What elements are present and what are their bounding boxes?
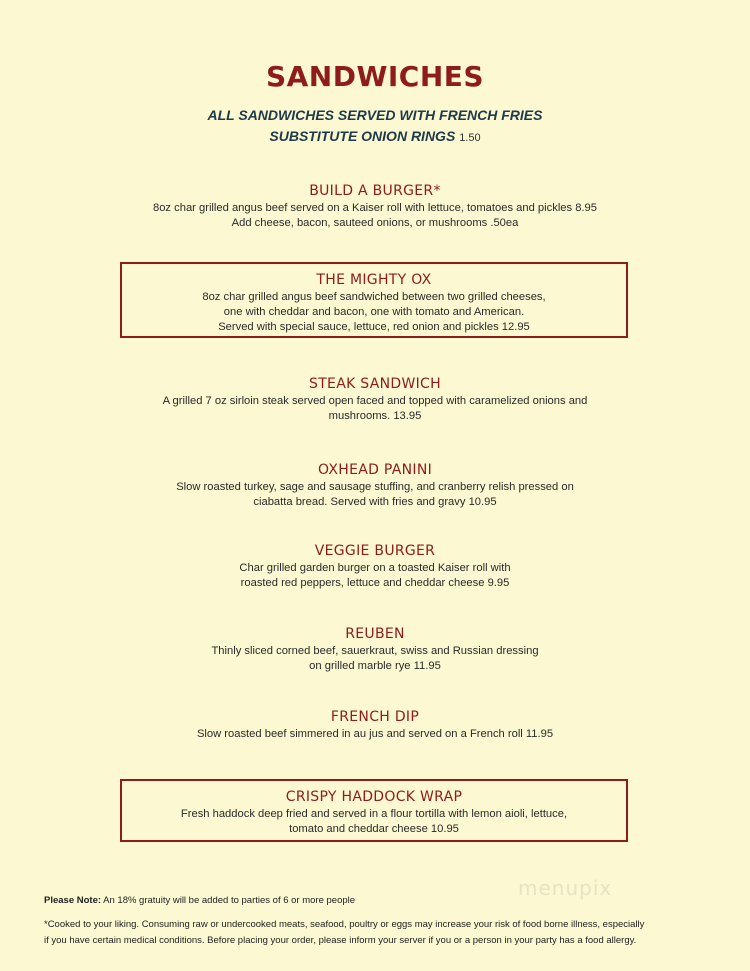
- menu-item-build-a-burger: [0, 183, 750, 231]
- menu-item-name: THE MIGHTY OX: [316, 272, 432, 288]
- menu-item-name: VEGGIE BURGER: [314, 543, 436, 559]
- menu-item-crispy-haddock-wrap: [120, 779, 628, 842]
- desc-line: A grilled 7 oz sirloin steak served open faced and topped with caramelized onions and: [162, 395, 588, 407]
- menu-item-reuben: [0, 626, 750, 674]
- desc-line: mushrooms. 13.95: [328, 410, 422, 422]
- menu-item-veggie-burger: [0, 543, 750, 591]
- menu-item-name: OXHEAD PANINI: [317, 462, 433, 478]
- menu-item-description: [122, 290, 626, 335]
- subtitle-fries: ALL SANDWICHES SERVED WITH FRENCH FRIES: [207, 107, 543, 123]
- desc-line: Char grilled garden burger on a toasted Kaiser roll with: [239, 562, 511, 574]
- menu-item-description: [0, 201, 750, 231]
- watermark-logo: menupix: [518, 876, 613, 900]
- menu-item-description: [0, 561, 750, 591]
- desc-line: Slow roasted beef simmered in au jus and served on a French roll 11.95: [196, 728, 554, 740]
- desc-line: one with cheddar and bacon, one with tomato and American.: [223, 306, 525, 318]
- menu-item-name: REUBEN: [345, 626, 405, 642]
- desc-line: Add cheese, bacon, sauteed onions, or mushrooms .50ea: [231, 217, 519, 229]
- subtitle-onion-rings-price: 1.50: [459, 132, 481, 144]
- desc-line: Slow roasted turkey, sage and sausage stuffing, and cranberry relish pressed on: [176, 481, 574, 493]
- disclaimer-line: if you have certain medical conditions. Before placing your order, please inform your server if you or a person in your party has a food allergy.: [44, 935, 637, 946]
- menu-item-description: [122, 807, 626, 837]
- page-title: SANDWICHES: [265, 60, 485, 93]
- subtitle-onion-rings-text: SUBSTITUTE ONION RINGS: [269, 128, 456, 144]
- gratuity-note-label: Please Note:: [44, 895, 102, 906]
- menu-item-french-dip: [0, 709, 750, 742]
- desc-line: Thinly sliced corned beef, sauerkraut, swiss and Russian dressing: [211, 645, 539, 657]
- menu-item-steak-sandwich: [0, 376, 750, 424]
- menu-item-name: BUILD A BURGER*: [309, 183, 441, 199]
- menu-item-description: [0, 727, 750, 742]
- desc-line: Fresh haddock deep fried and served in a flour tortilla with lemon aioli, lettuce,: [180, 808, 568, 820]
- menu-item-name: FRENCH DIP: [330, 709, 420, 725]
- desc-line: 8oz char grilled angus beef sandwiched between two grilled cheeses,: [202, 291, 546, 303]
- desc-line: on grilled marble rye 11.95: [309, 660, 441, 672]
- desc-line: roasted red peppers, lettuce and cheddar cheese 9.95: [240, 577, 510, 589]
- desc-line: tomato and cheddar cheese 10.95: [289, 823, 459, 835]
- desc-line: ciabatta bread. Served with fries and gravy 10.95: [253, 496, 497, 508]
- gratuity-note: [44, 895, 355, 906]
- menu-item-description: [0, 480, 750, 510]
- menu-item-description: [0, 644, 750, 674]
- menu-item-description: [0, 394, 750, 424]
- menu-item-name: CRISPY HADDOCK WRAP: [285, 789, 463, 805]
- menu-item-name: STEAK SANDWICH: [309, 376, 441, 392]
- desc-line: Served with special sauce, lettuce, red onion and pickles 12.95: [218, 321, 530, 333]
- menu-item-the-mighty-ox: [120, 262, 628, 338]
- subtitle-onion-rings: [0, 128, 750, 144]
- desc-line: 8oz char grilled angus beef served on a Kaiser roll with lettuce, tomatoes and pickles 8.95: [152, 202, 598, 214]
- gratuity-note-text: An 18% gratuity will be added to parties of 6 or more people: [101, 895, 356, 906]
- disclaimer-line: *Cooked to your liking. Consuming raw or undercooked meats, seafood, poultry or eggs may increase your risk of food borne illness, especially: [44, 919, 645, 930]
- food-safety-disclaimer: [44, 917, 704, 949]
- menu-item-oxhead-panini: [0, 462, 750, 510]
